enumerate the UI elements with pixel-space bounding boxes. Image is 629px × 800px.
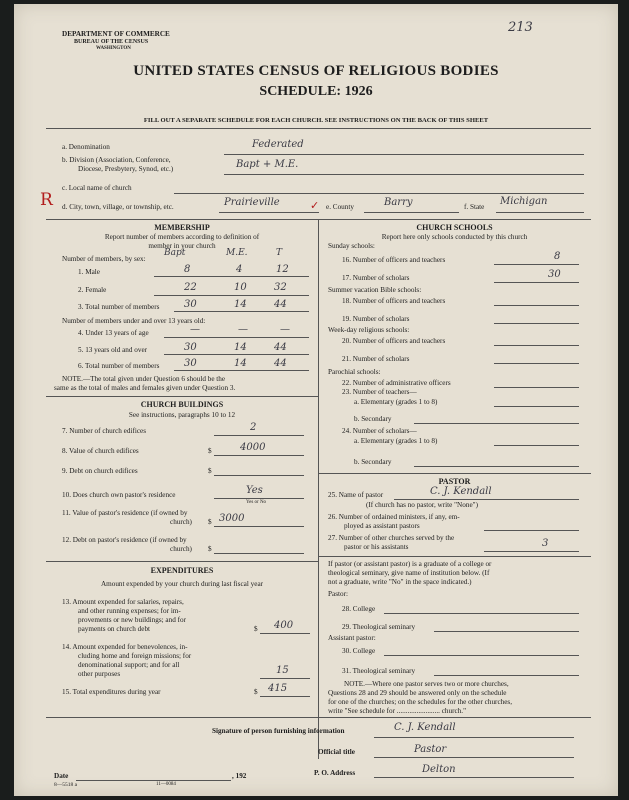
q3-bapt: 30	[184, 299, 197, 310]
q5-total: 44	[274, 342, 287, 353]
q5-me: 14	[234, 342, 247, 353]
division-label-2: Diocese, Presbytery, Synod, etc.)	[78, 165, 174, 173]
q16-label: 16. Number of officers and teachers	[342, 256, 446, 264]
buildings-sub: See instructions, paragraphs 10 to 12	[128, 411, 236, 419]
q4-bapt: —	[190, 324, 200, 335]
denomination-label: a. Denomination	[62, 143, 110, 151]
q31-label: 31. Theological seminary	[342, 667, 416, 675]
q17-label: 17. Number of scholars	[342, 274, 410, 282]
q3-total-label: 3. Total number of members	[78, 303, 160, 311]
q4-under13-label: 4. Under 13 years of age	[78, 329, 149, 337]
q1-me: 4	[236, 264, 243, 275]
local-name-label: c. Local name of church	[62, 184, 132, 192]
q6-total-label: 6. Total number of members	[78, 362, 160, 370]
census-schedule-sheet	[14, 4, 618, 796]
q6-total: 44	[274, 358, 287, 369]
q3-total: 44	[274, 299, 287, 310]
q15-dollar: $	[254, 688, 258, 696]
q12-dollar: $	[208, 545, 212, 553]
schedule-year: SCHEDULE: 1926	[259, 84, 373, 99]
q2-me: 10	[234, 282, 247, 293]
department-label: DEPARTMENT OF COMMERCE	[62, 30, 170, 38]
sunday-label: Sunday schools:	[328, 242, 375, 250]
pastor-instruction-3: not a graduate, write "No" in the space indicated.)	[328, 578, 472, 586]
q29-label: 29. Theological seminary	[342, 623, 416, 631]
q10-value: Yes	[246, 485, 263, 496]
q9-dollar: $	[208, 467, 212, 475]
assistant-pastor-sublabel: Assistant pastor:	[328, 634, 376, 642]
q4-me: —	[238, 324, 248, 335]
print-number: 11—0084	[156, 782, 176, 787]
q25-label: 25. Name of pastor	[328, 491, 384, 499]
division-label-1: b. Division (Association, Conference,	[62, 156, 171, 164]
official-title-label: Official title	[318, 748, 355, 756]
q27-label-2: pastor or his assistants	[344, 543, 409, 551]
signature-value: C. J. Kendall	[394, 722, 456, 733]
q11-label-1: 11. Value of pastor's residence (if owned by	[62, 509, 188, 517]
q17-value: 30	[548, 269, 561, 280]
q1-male-label: 1. Male	[78, 268, 100, 276]
county-value: Barry	[384, 197, 413, 208]
official-title-value: Pastor	[414, 744, 447, 755]
q7-value: 2	[250, 422, 257, 433]
q18-label: 18. Number of officers and teachers	[342, 297, 446, 305]
q15-value: 415	[268, 683, 288, 694]
year-label: , 192	[232, 772, 247, 780]
city-town-value: Prairieville	[224, 197, 280, 208]
q13-line-2: and other running expenses; for im-	[78, 607, 181, 615]
margin-red-mark: R	[40, 190, 53, 210]
q4-total: —	[280, 324, 290, 335]
membership-title: MEMBERSHIP	[154, 223, 210, 232]
q3-me: 14	[234, 299, 247, 310]
q6-bapt: 30	[184, 358, 197, 369]
q13-value: 400	[274, 620, 294, 631]
membership-sub-1: Report number of members according to definition of	[104, 233, 260, 241]
weekday-label: Week-day religious schools:	[328, 326, 410, 334]
red-check-icon: ✓	[310, 200, 320, 212]
q14-line-4: other purposes	[78, 670, 121, 678]
q24a-label: a. Elementary (grades 1 to 8)	[354, 437, 438, 445]
state-value: Michigan	[500, 196, 548, 207]
q19-label: 19. Number of scholars	[342, 315, 410, 323]
q8-label: 8. Value of church edifices	[62, 447, 139, 455]
expenditures-sub: Amount expended by your church during last fiscal year	[100, 580, 264, 588]
q13-dollar: $	[254, 625, 258, 633]
q8-dollar: $	[208, 447, 212, 455]
city-town-label: d. City, town, village, or township, etc.	[62, 203, 174, 211]
schools-sub: Report here only schools conducted by this church	[381, 233, 528, 241]
form-number: 8—5518 a	[54, 782, 78, 788]
q12-label-2: church)	[170, 545, 192, 553]
q2-total: 32	[274, 282, 287, 293]
division-value: Bapt + M.E.	[236, 159, 299, 170]
q11-dollar: $	[208, 518, 212, 526]
pastor-sublabel: Pastor:	[328, 590, 348, 598]
pastor-instruction-2: theological seminary, give name of institution below. (If	[328, 569, 490, 577]
pastor-note-4: write "See schedule for ........................ church."	[328, 707, 467, 715]
col-bapt: Bapt	[164, 248, 186, 258]
q13-line-1: 13. Amount expended for salaries, repairs,	[62, 598, 184, 606]
q22-label: 22. Number of administrative officers	[342, 379, 451, 387]
under-over-label: Number of members under and over 13 years old:	[62, 317, 206, 325]
q25-note: (If church has no pastor, write "None")	[366, 501, 478, 509]
expenditures-title: EXPENDITURES	[150, 566, 214, 575]
q24-label: 24. Number of scholars—	[342, 427, 417, 435]
po-address-value: Delton	[422, 764, 456, 775]
q11-value: 3000	[219, 513, 245, 524]
q14-line-2: cluding home and foreign missions; for	[78, 652, 192, 660]
q27-value: 3	[542, 538, 549, 549]
membership-sub-2: member in your church	[148, 242, 216, 250]
q23a-label: a. Elementary (grades 1 to 8)	[354, 398, 438, 406]
instruction-line: FILL OUT A SEPARATE SCHEDULE FOR EACH CHURCH. SEE INSTRUCTIONS ON THE BACK OF THIS SHEET	[143, 117, 489, 124]
q21-label: 21. Number of scholars	[342, 355, 410, 363]
q2-female-label: 2. Female	[78, 286, 107, 294]
by-sex-label: Number of members, by sex:	[62, 255, 146, 263]
q9-label: 9. Debt on church edifices	[62, 467, 138, 475]
membership-note-2: same as the total of males and females given under Question 3.	[54, 384, 236, 392]
q23b-label: b. Secondary	[354, 415, 392, 423]
summer-label: Summer vacation Bible schools:	[328, 286, 422, 294]
q8-value: 4000	[240, 442, 266, 453]
q11-label-2: church)	[170, 518, 192, 526]
q26-label-1: 26. Number of ordained ministers, if any, em-	[328, 513, 460, 521]
yes-no-hint: Yes or No	[246, 500, 267, 505]
pastor-title: PASTOR	[438, 477, 471, 486]
q24b-label: b. Secondary	[354, 458, 392, 466]
parochial-label: Parochial schools:	[328, 368, 381, 376]
schedule-number: 213	[508, 20, 533, 35]
q13-line-4: payments on church debt	[78, 625, 151, 633]
q14-value: 15	[276, 665, 289, 676]
form-title: UNITED STATES CENSUS OF RELIGIOUS BODIES	[133, 63, 499, 79]
q5-bapt: 30	[184, 342, 197, 353]
q14-line-3: denominational support; and for all	[78, 661, 180, 669]
membership-note-1: NOTE.—The total given under Question 6 should be the	[62, 375, 226, 383]
q15-label: 15. Total expenditures during year	[62, 688, 161, 696]
q26-label-2: ployed as assistant pastors	[344, 522, 420, 530]
q10-label: 10. Does church own pastor's residence	[62, 491, 176, 499]
q1-bapt: 8	[184, 264, 191, 275]
col-total: T	[276, 248, 283, 258]
buildings-title: CHURCH BUILDINGS	[140, 400, 224, 409]
bureau-label: BUREAU OF THE CENSUS	[74, 39, 149, 45]
pastor-instruction-1: If pastor (or assistant pastor) is a graduate of a college or	[328, 560, 492, 568]
pastor-note-1: NOTE.—Where one pastor serves two or more churches,	[344, 680, 509, 688]
q20-label: 20. Number of officers and teachers	[342, 337, 446, 345]
q13-line-3: provements or new buildings; and for	[78, 616, 186, 624]
col-me: M.E.	[226, 248, 248, 258]
q27-label-1: 27. Number of other churches served by the	[328, 534, 455, 542]
q2-bapt: 22	[184, 282, 197, 293]
q7-label: 7. Number of church edifices	[62, 427, 147, 435]
q25-value: C. J. Kendall	[430, 486, 492, 497]
city-label: WASHINGTON	[96, 46, 131, 51]
q23-label: 23. Number of teachers—	[342, 388, 417, 396]
q5-over13-label: 5. 13 years old and over	[78, 346, 148, 354]
signature-label: Signature of person furnishing information	[212, 727, 345, 735]
schools-title: CHURCH SCHOOLS	[416, 223, 493, 232]
pastor-note-3: for one of the churches; on the schedules for the other churches,	[328, 698, 513, 706]
q6-me: 14	[234, 358, 247, 369]
q14-line-1: 14. Amount expended for benevolences, in-	[62, 643, 188, 651]
q30-label: 30. College	[342, 647, 376, 655]
q1-total: 12	[276, 264, 289, 275]
state-label: f. State	[464, 203, 485, 211]
q28-label: 28. College	[342, 605, 376, 613]
pastor-note-2: Questions 28 and 29 should be answered only on the schedule	[328, 689, 507, 697]
denomination-value: Federated	[252, 139, 304, 150]
po-address-label: P. O. Address	[314, 769, 356, 777]
q12-label-1: 12. Debt on pastor's residence (if owned by	[62, 536, 187, 544]
county-label: e. County	[326, 203, 354, 211]
q16-value: 8	[554, 251, 561, 262]
date-label: Date	[54, 772, 69, 780]
